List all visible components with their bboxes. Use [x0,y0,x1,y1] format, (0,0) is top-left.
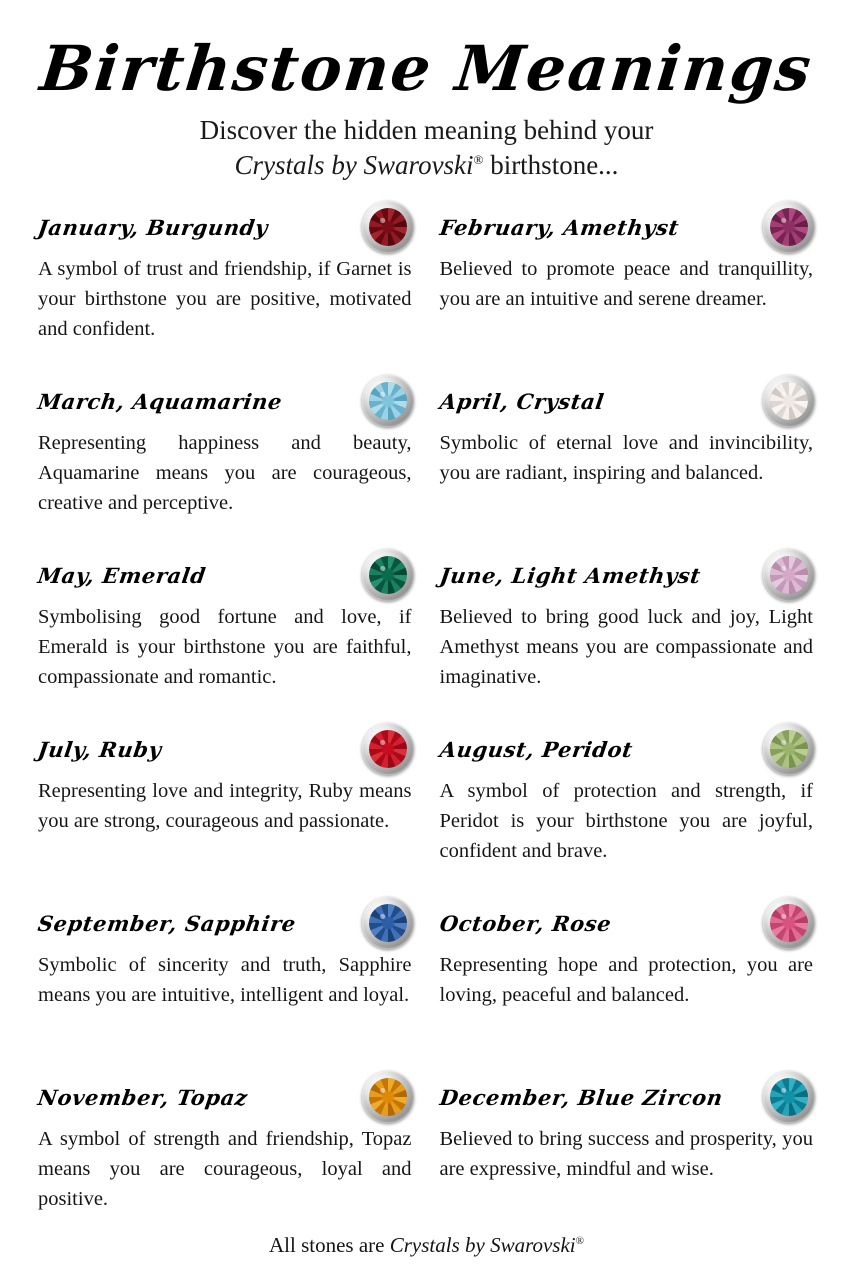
month-description: Symbolic of sincerity and truth, Sapphire means you are intuitive, intelligent and loyal. [38,954,412,1007]
crystal-gem-icon [763,375,815,427]
birthstone-entry [437,1070,816,1244]
entry-header [38,1070,414,1124]
sapphire-gem-icon [362,897,414,949]
gem-facets [770,904,808,942]
gem-facets [770,730,808,768]
subtitle-line-1: Discover the hidden meaning behind your [199,115,654,146]
ruby-gem-icon [362,723,414,775]
amethyst-gem-icon [763,201,815,253]
month-heading: September, Sapphire [36,910,298,936]
birthstone-entry [437,200,816,374]
birthstone-entry [437,722,816,896]
entry-header [38,896,414,950]
month-description: A symbol of trust and friendship, if Garnet is your birthstone you are positive, motivated and confident. [38,258,412,341]
brand-name: Crystals by Swarovski [234,149,474,180]
gem-facets [770,556,808,594]
footer-prefix: All stones are [269,1233,390,1257]
entry-header [38,200,414,254]
entry-header [38,722,414,776]
month-heading: July, Ruby [36,736,164,762]
month-heading: February, Amethyst [437,214,681,240]
emerald-gem-icon [362,549,414,601]
birthstone-entry [38,548,414,722]
light-amethyst-gem-icon [763,549,815,601]
topaz-gem-icon [362,1071,414,1123]
gem-facets [369,730,407,768]
month-heading: August, Peridot [437,736,634,762]
subtitle-tail: birthstone... [483,149,619,180]
blue-zircon-gem-icon [763,1071,815,1123]
birthstone-entry [38,896,414,1070]
birthstone-entry [437,374,816,548]
page-title: Birthstone Meanings [36,32,817,105]
burgundy-gem-icon [362,201,414,253]
entry-header [437,722,816,776]
entry-header [437,548,816,602]
footer-brand: Crystals by Swarovski [389,1233,576,1257]
entry-header [437,374,816,428]
birthstone-entry [38,200,414,374]
birthstone-entry [38,374,414,548]
month-heading: October, Rose [437,910,613,936]
entry-header [38,374,414,428]
gem-facets [770,382,808,420]
subtitle-line-2 [38,148,815,183]
month-heading: June, Light Amethyst [437,562,702,588]
footer-registered-mark: ® [575,1235,584,1247]
gem-facets [770,1078,808,1116]
peridot-gem-icon [763,723,815,775]
month-description: Symbolic of eternal love and invincibility, you are radiant, inspiring and balanced. [439,432,813,485]
aquamarine-gem-icon [362,375,414,427]
entry-header [437,896,816,950]
month-heading: March, Aquamarine [36,388,284,414]
entry-header [437,1070,816,1124]
month-description: Representing happiness and beauty, Aquamarine means you are courageous, creative and perceptive. [38,432,412,515]
birthstone-entry [38,722,414,896]
month-heading: November, Topaz [36,1084,250,1110]
birthstone-entry [38,1070,414,1244]
gem-facets [369,208,407,246]
birthstone-grid [38,200,815,1244]
month-description: Representing hope and protection, you are loving, peaceful and balanced. [439,954,813,1007]
entry-header [38,548,414,602]
rose-gem-icon [763,897,815,949]
gem-facets [369,1078,407,1116]
gem-facets [369,556,407,594]
month-heading: December, Blue Zircon [437,1084,725,1110]
gem-facets [770,208,808,246]
registered-mark: ® [473,151,484,167]
month-description: Believed to promote peace and tranquillity, you are an intuitive and serene dreamer. [439,258,813,311]
month-description: Believed to bring good luck and joy, Light Amethyst means you are compassionate and imaginative. [439,606,813,689]
month-description: Believed to bring success and prosperity, you are expressive, mindful and wise. [439,1128,813,1181]
gem-facets [369,904,407,942]
month-description: Symbolising good fortune and love, if Emerald is your birthstone you are faithful, compassionate and romantic. [38,606,412,689]
month-heading: April, Crystal [437,388,606,414]
month-description: Representing love and integrity, Ruby means you are strong, courageous and passionate. [38,780,412,833]
birthstone-entry [437,896,816,1070]
month-heading: May, Emerald [36,562,208,588]
page-subtitle [38,113,815,182]
month-description: A symbol of strength and friendship, Topaz means you are courageous, loyal and positive. [38,1128,412,1211]
gem-facets [369,382,407,420]
month-heading: January, Burgundy [36,214,270,240]
birthstone-entry [437,548,816,722]
month-description: A symbol of protection and strength, if Peridot is your birthstone you are joyful, confident and brave. [439,780,813,863]
entry-header [437,200,816,254]
footer-note [0,1233,853,1258]
